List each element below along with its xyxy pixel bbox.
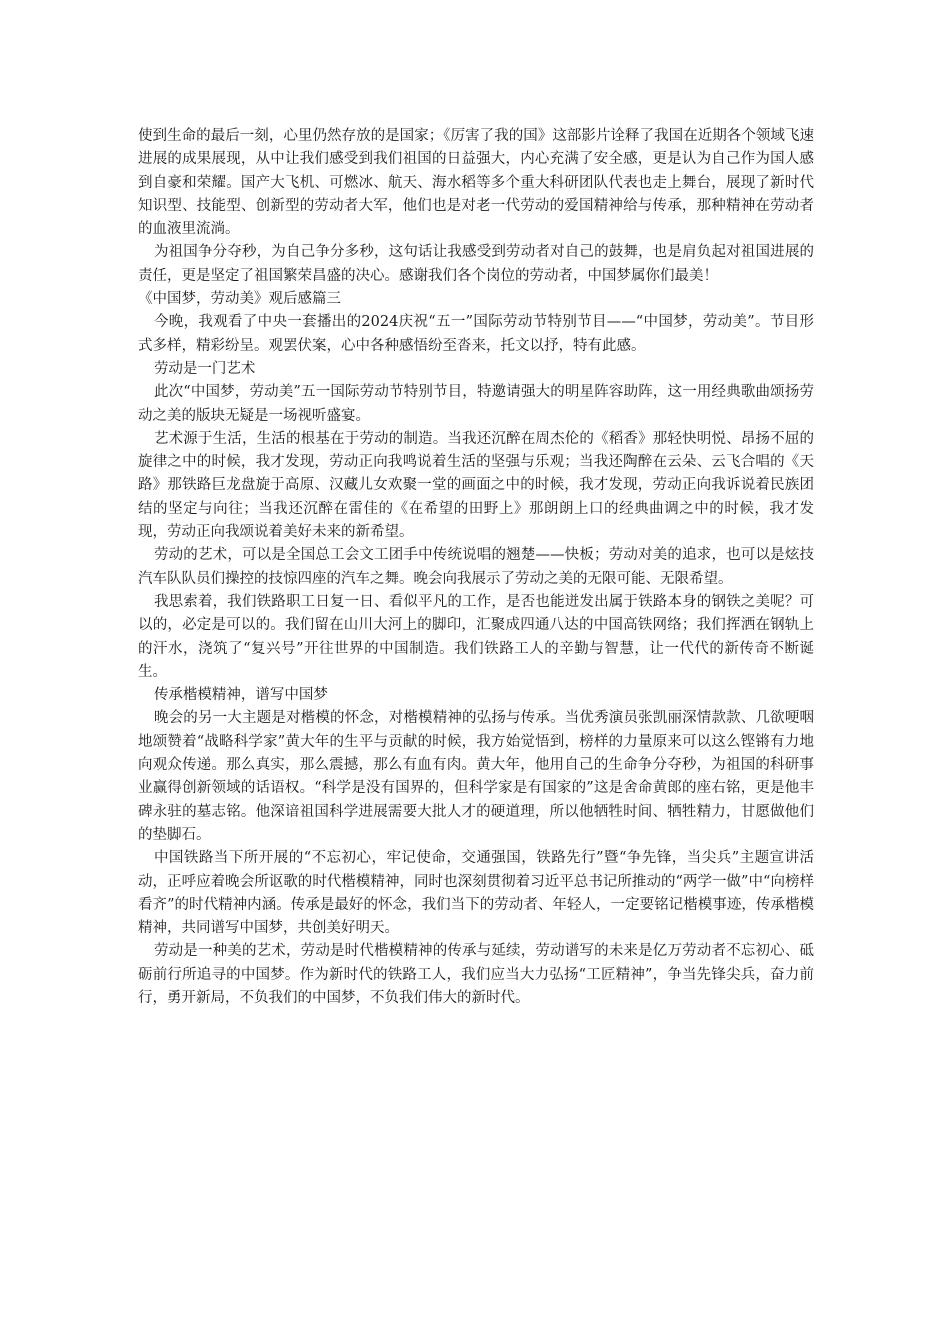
paragraph: 劳动的艺术，可以是全国总工会文工团手中传统说唱的翘楚——快板；劳动对美的追求，也可以是炫技汽车队队员们操控的技惊四座的汽车之舞。晚会向我展示了劳动之美的无限可能、无限希望。 (138, 547, 814, 587)
paragraph: 此次“中国梦，劳动美”五一国际劳动节特别节目，特邀请强大的明星阵容助阵，这一用经典歌曲颂扬劳动之美的版块无疑是一场视听盛宴。 (138, 384, 814, 424)
document-body (138, 125, 814, 1010)
subheading: 劳动是一门艺术 (153, 360, 256, 377)
paragraph: 中国铁路当下所开展的“不忘初心，牢记使命，交通强国，铁路先行”暨“争先锋，当尖兵”主题宣讲活动，正呼应着晚会所讴歌的时代楷模精神，同时也深刻贯彻着习近平总书记所推动的“两学一做”中“向榜样看齐”的时代精神内涵。传承是最好的怀念，我们当下的劳动者、年轻人，一定要铭记楷模事迹，传承楷模精神，共同谱写中国梦，共创美好明天。 (138, 850, 815, 937)
paragraph: 我思索着，我们铁路职工日复一日、看似平凡的工作，是否也能迸发出属于铁路本身的钢铁之美呢？可以的，必定是可以的。我们留在山川大河上的脚印，汇聚成四通八达的中国高铁网络；我们挥洒在钢轨上的汗水，浇筑了“复兴号”开往世界的中国制造。我们铁路工人的辛勤与智慧，让一代代的新传奇不断诞生。 (138, 593, 814, 680)
paragraph: 为祖国争分夺秒，为自己争分多秒，这句话让我感受到劳动者对自己的鼓舞，也是肩负起对祖国进展的责任，更是坚定了祖国繁荣昌盛的决心。感谢我们各个岗位的劳动者，中国梦属你们最美！ (138, 244, 814, 284)
paragraph-continuation: 使到生命的最后一刻，心里仍然存放的是国家；《厉害了我的国》这部影片诠释了我国在近期各个领域飞速进展的成果展现，从中让我们感受到我们祖国的日益强大，内心充满了安全感，更是认为自己作为国人感到自豪和荣耀。国产大飞机、可燃冰、航天、海水稻等多个重大科研团队代表也走上舞台，展现了新时代知识型、技能型、创新型的劳动者大军，他们也是对老一代劳动的爱国精神给与传承，那种精神在劳动者的血液里流淌。 (138, 128, 814, 238)
paragraph: 劳动是一种美的艺术，劳动是时代楷模精神的传承与延续，劳动谱写的未来是亿万劳动者不忘初心、砥砺前行所追寻的中国梦。作为新时代的铁路工人，我们应当大力弘扬“工匠精神”，争当先锋尖兵，奋力前行，勇开新局，不负我们的中国梦，不负我们伟大的新时代。 (138, 943, 814, 1006)
subheading: 传承楷模精神，谱写中国梦 (153, 687, 328, 704)
paragraph: 艺术源于生活，生活的根基在于劳动的制造。当我还沉醉在周杰伦的《稻香》那轻快明悦、昂扬不屈的旋律之中的时候，我才发现，劳动正向我鸣说着生活的坚强与乐观；当我还陶醉在云朵、云飞合唱的《天路》那铁路巨龙盘旋于高原、汉藏儿女欢聚一堂的画面之中的时候，我才发现，劳动正向我诉说着民族团结的坚定与向往；当我还沉醉在雷佳的《在希望的田野上》那朗朗上口的经典曲调之中的时候，我才发现，劳动正向我颂说着美好未来的新希望。 (138, 430, 814, 541)
paragraph: 今晚，我观看了中央一套播出的2024庆祝“五一”国际劳动节特别节目——“中国梦，劳动美”。节目形式多样，精彩纷呈。观罢伏案，心中各种感悟纷至沓来，托文以抒，特有此感。 (138, 314, 814, 354)
section-title: 《中国梦，劳动美》观后感篇三 (138, 291, 341, 308)
paragraph: 晚会的另一大主题是对楷模的怀念，对楷模精神的弘扬与传承。当优秀演员张凯丽深情款款、几欲哽咽地颂赞着“战略科学家”黄大年的生平与贡献的时候，我方始觉悟到，榜样的力量原来可以这么铿锵有力地向观众传递。那么真实，那么震撼，那么有血有肉。黄大年，他用自己的生命争分夺秒，为祖国的科研事业赢得创新领域的话语权。“科学是没有国界的，但科学家是有国家的”这是舍命黄郎的座右铭，更是他丰碑永驻的墓志铭。他深谙祖国科学进展需要大批人才的硬道理，所以他牺牲时间、牺牲精力，甘愿做他们的垫脚石。 (138, 710, 814, 843)
